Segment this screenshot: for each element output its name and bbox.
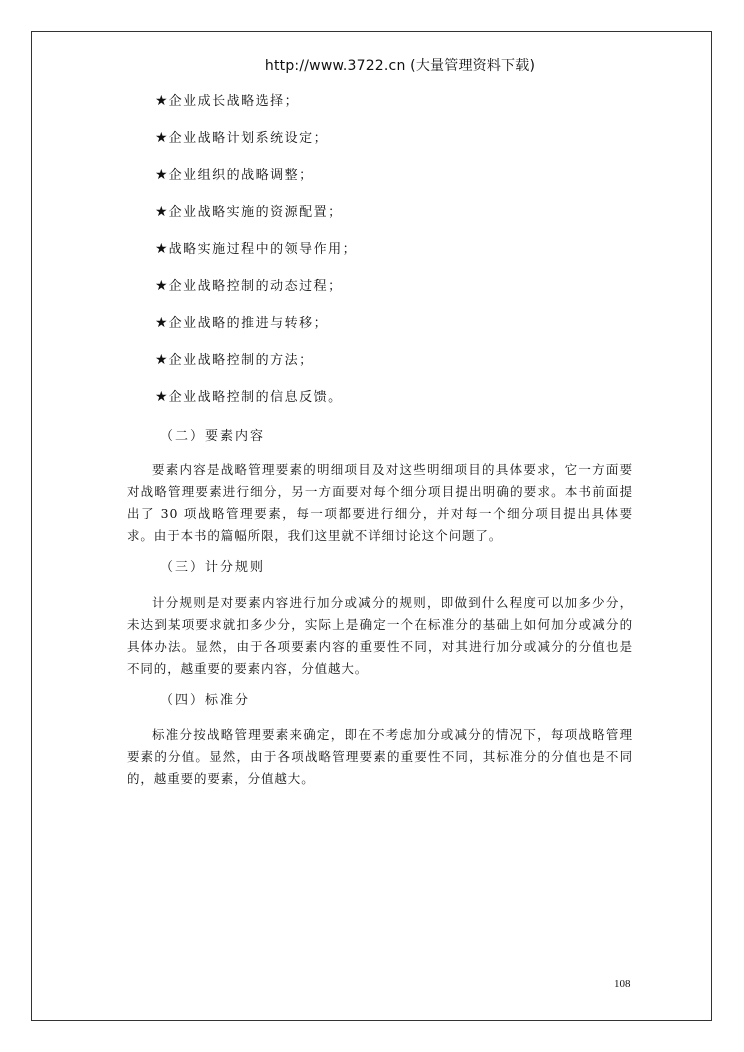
list-item (155, 349, 357, 386)
star-icon: ★ (155, 167, 168, 183)
bullet-text: 企业战略控制的动态过程； (168, 279, 343, 294)
star-icon: ★ (155, 352, 168, 368)
header-url-line[interactable]: http://www.3722.cn (大量管理资料下载) (264, 58, 536, 74)
list-item (155, 386, 357, 423)
section-heading-scoring-rules: （三）计分规则 (160, 560, 266, 575)
star-icon: ★ (155, 241, 168, 257)
section-heading-standard-score: （四）标准分 (160, 693, 251, 708)
section-body-scoring-rules: 计分规则是对要素内容进行加分或减分的规则，即做到什么程度可以加多少分，未达到某项要求就扣多少分，实际上是确定一个在标准分的基础上如何加分或减分的具体办法。显然，由于各项要素内容的重要性不同，对其进行加分或减分的分值也是不同的，越重要的要素内容，分值越大。 (127, 595, 633, 676)
section-body-standard-score: 标准分按战略管理要素来确定，即在不考虑加分或减分的情况下，每项战略管理要素的分值。显然，由于各项战略管理要素的重要性不同，其标准分的分值也是不同的，越重要的要素，分值越大。 (127, 727, 633, 786)
bullet-text: 企业战略控制的信息反馈。 (168, 390, 343, 405)
section-heading-elements: （二）要素内容 (160, 429, 266, 444)
bullet-text: 战略实施过程中的领导作用； (168, 242, 358, 257)
strategy-bullet-list (155, 90, 357, 423)
list-item (155, 201, 357, 238)
star-icon: ★ (155, 204, 168, 220)
list-item (155, 127, 357, 164)
bullet-text: 企业战略计划系统设定； (168, 131, 329, 146)
bullet-text: 企业组织的战略调整； (168, 168, 314, 183)
star-icon: ★ (155, 130, 168, 146)
star-icon: ★ (155, 278, 168, 294)
bullet-text: 企业战略实施的资源配置； (168, 205, 343, 220)
list-item (155, 238, 357, 275)
star-icon: ★ (155, 93, 168, 109)
page-number: 108 (614, 978, 631, 990)
bullet-text: 企业战略控制的方法； (168, 353, 314, 368)
star-icon: ★ (155, 389, 168, 405)
bullet-text: 企业战略的推进与转移； (168, 316, 329, 331)
list-item (155, 164, 357, 201)
section-body-elements: 要素内容是战略管理要素的明细项目及对这些明细项目的具体要求，它一方面要对战略管理要素进行细分，另一方面要对每个细分项目提出明确的要求。本书前面提出了 30 项战略管理要素，每一项都要进行细分，并对每一个细分项目提出具体要求。由于本书的篇幅所限，我们这里就不详细讨论这个问题了。 (127, 462, 633, 543)
list-item (155, 275, 357, 312)
list-item (155, 90, 357, 127)
star-icon: ★ (155, 315, 168, 331)
list-item (155, 312, 357, 349)
bullet-text: 企业成长战略选择； (168, 94, 300, 109)
